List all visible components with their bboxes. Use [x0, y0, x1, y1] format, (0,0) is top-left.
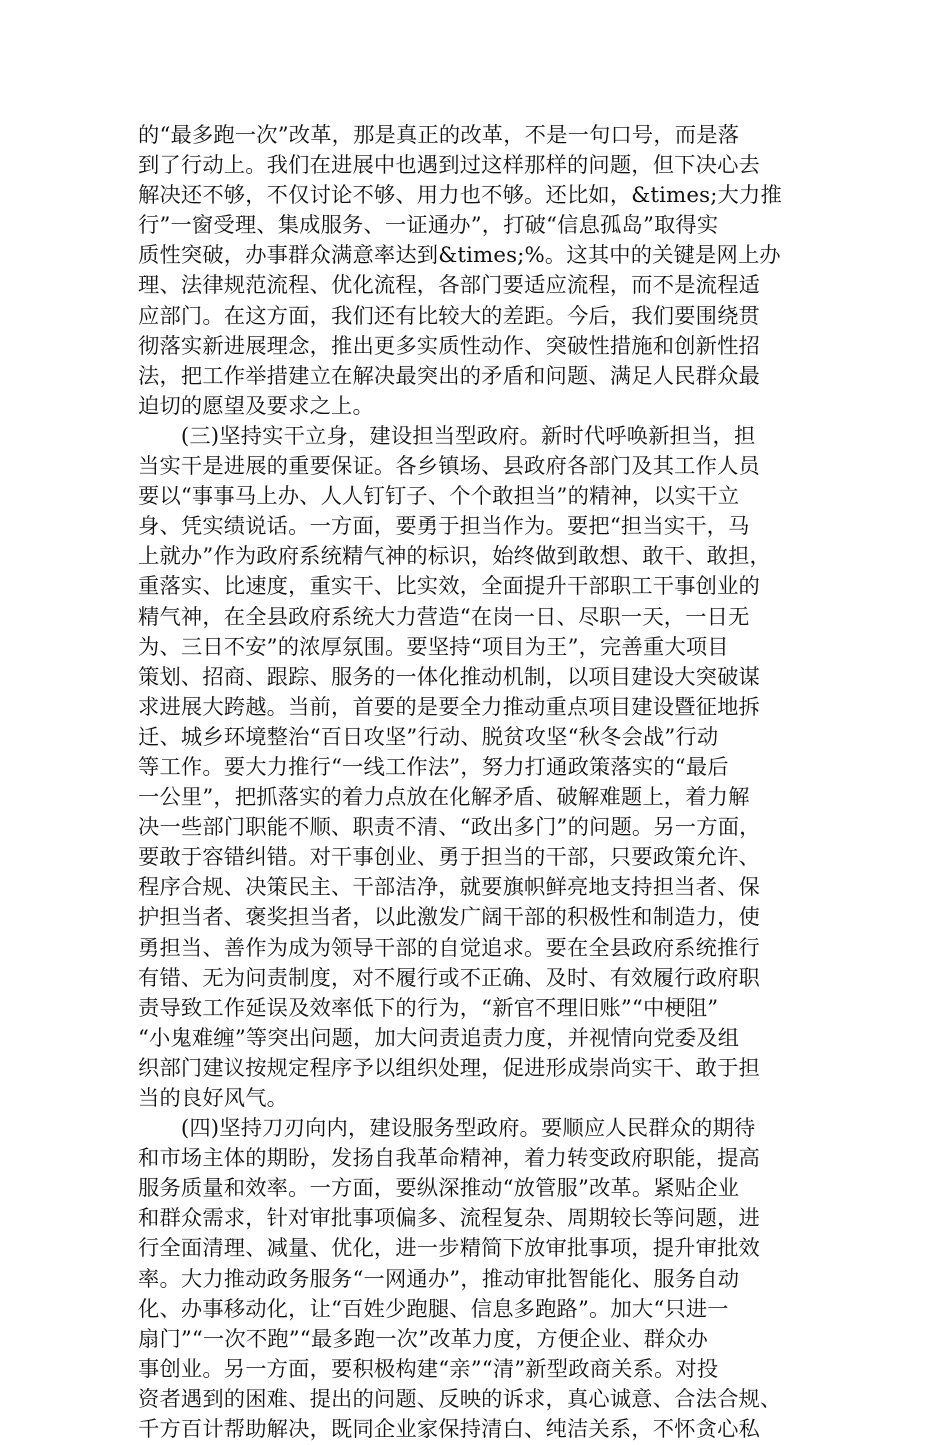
text-line: 服务质量和效率。一方面，要纵深推动“放管服”改革。紧贴企业	[138, 1176, 740, 1202]
text-line: 率。大力推动政务服务“一网通办”，推动审批智能化、服务自动	[138, 1266, 740, 1292]
text-line: “小鬼难缠”等突出问题，加大问责追责力度，并视情向党委及组	[138, 1025, 740, 1051]
text-line: 扇门”“一次不跑”“最多跑一次”改革力度，方便企业、群众办	[138, 1326, 708, 1352]
text-line: 行”一窗受理、集成服务、一证通办”，打破“信息孤岛”取得实	[138, 213, 719, 239]
text-line: 重落实、比速度，重实干、比实效，全面提升干部职工干事创业的	[138, 574, 760, 600]
text-line: 责导致工作延误及效率低下的行为，“新官不理旧账”“中梗阻”	[138, 995, 719, 1021]
text-line: 和市场主体的期盼，发扬自我革命精神，着力转变政府职能，提高	[138, 1146, 760, 1172]
text-line: 身、凭实绩说话。一方面，要勇于担当作为。要把“担当实干，马	[138, 514, 750, 540]
text-line: 为、三日不安”的浓厚氛围。要坚持“项目为王”，完善重大项目	[138, 634, 729, 660]
text-line: 当实干是进展的重要保证。各乡镇场、县政府各部门及其工作人员	[138, 454, 760, 480]
text-line: 资者遇到的困难、提出的问题、反映的诉求，真心诚意、合法合规、	[138, 1386, 782, 1412]
body-text	[138, 121, 828, 1445]
text-line: 勇担当、善作为成为领导干部的自觉追求。要在全县政府系统推行	[138, 935, 760, 961]
text-line: 要以“事事马上办、人人钉钉子、个个敢担当”的精神，以实干立	[138, 484, 740, 510]
text-line: 到了行动上。我们在进展中也遇到过这样那样的问题，但下决心去	[138, 153, 760, 179]
text-line: 当的良好风气。	[138, 1086, 289, 1111]
text-line: 迫切的愿望及要求之上。	[138, 393, 374, 419]
text-line: 行全面清理、减量、优化，进一步精简下放审批事项，提升审批效	[138, 1236, 760, 1262]
text-line: 织部门建议按规定程序予以组织处理，促进形成崇尚实干、敢于担	[138, 1055, 760, 1081]
text-line: 法，把工作举措建立在解决最突出的矛盾和问题、满足人民群众最	[138, 363, 760, 389]
text-line: 精气神，在全县政府系统大力营造“在岗一日、尽职一天，一日无	[138, 604, 750, 630]
text-line: 化、办事移动化，让“百姓少跑腿、信息多跑路”。加大“只进一	[138, 1296, 729, 1322]
text-line: 求进展大跨越。当前，首要的是要全力推动重点项目建设暨征地拆	[138, 694, 760, 720]
text-line: 和群众需求，针对审批事项偏多、流程复杂、周期较长等问题，进	[138, 1206, 760, 1232]
text-line: 要敢于容错纠错。对干事创业、勇于担当的干部，只要政策允许、	[138, 845, 760, 871]
text-line: 千方百计帮助解决，既同企业家保持清白、纯洁关系，不怀贪心私	[138, 1417, 760, 1443]
text-line: 上就办”作为政府系统精气神的标识，始终做到敢想、敢干、敢担，	[138, 544, 771, 570]
text-line: 理、法律规范流程、优化流程，各部门要适应流程，而不是流程适	[138, 273, 760, 299]
text-line: 迁、城乡环境整治“百日攻坚”行动、脱贫攻坚“秋冬会战”行动	[138, 724, 719, 750]
text-line: 一公里”，把抓落实的着力点放在化解矛盾、破解难题上，着力解	[138, 785, 750, 811]
text-line: 等工作。要大力推行“一线工作法”，努力打通政策落实的“最后	[138, 754, 729, 780]
text-line: 的“最多跑一次”改革，那是真正的改革，不是一句口号，而是落	[138, 123, 740, 148]
text-line: 策划、招商、跟踪、服务的一体化推动机制，以项目建设大突破谋	[138, 664, 760, 690]
text-line: 有错、无为问责制度，对不履行或不正确、及时、有效履行政府职	[138, 965, 760, 991]
text-line: 解决还不够，不仅讨论不够、用力也不够。还比如，&times;大力推	[138, 183, 782, 209]
text-line: 程序合规、决策民主、干部洁净，就要旗帜鲜亮地支持担当者、保	[138, 875, 760, 901]
section-heading-line: (三)坚持实干立身，建设担当型政府。新时代呼唤新担当，担	[138, 423, 756, 449]
text-line: 事创业。另一方面，要积极构建“亲”“清”新型政商关系。对投	[138, 1356, 719, 1382]
text-line: 应部门。在这方面，我们还有比较大的差距。今后，我们要围绕贯	[138, 303, 760, 329]
section-heading-line: (四)坚持刀刃向内，建设服务型政府。要顺应人民群众的期待	[138, 1116, 756, 1142]
text-line: 彻落实新进展理念，推出更多实质性动作、突破性措施和创新性招	[138, 333, 760, 359]
text-line: 护担当者、褒奖担当者，以此激发广阔干部的积极性和制造力，使	[138, 905, 760, 931]
text-line: 质性突破，办事群众满意率达到&times;%。这其中的关键是网上办	[138, 243, 781, 269]
text-line: 决一些部门职能不顺、职责不清、“政出多门”的问题。另一方面，	[138, 815, 761, 841]
